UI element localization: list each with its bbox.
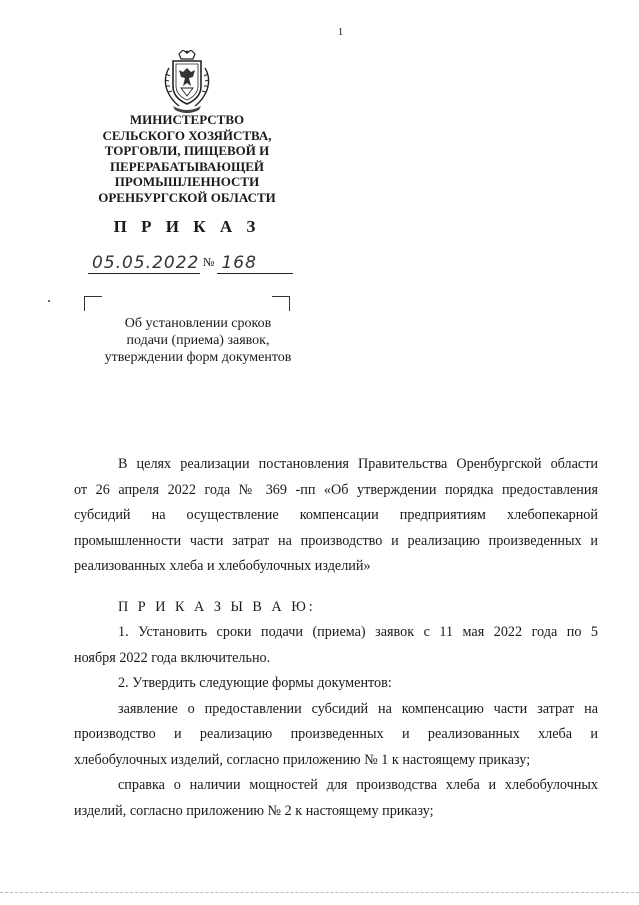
order-title: П Р И К А З: [113, 217, 261, 236]
ministry-line: СЕЛЬСКОГО ХОЗЯЙСТВА,: [102, 127, 272, 143]
order-body: [74, 452, 598, 824]
text-line: субсидий на осуществление компенсации предприятиям хлебопекарной: [74, 507, 598, 523]
text-line: справка о наличии мощностей для производства хлеба и хлебобулочных: [118, 777, 598, 793]
subject-bracket-left: [84, 296, 102, 311]
number-sign: №: [203, 255, 215, 269]
form-1-paragraph: [74, 697, 598, 774]
text-line: изделий, согласно приложению № 2 к настоящему приказу;: [74, 802, 434, 819]
order-date-number: [88, 252, 293, 274]
ministry-line: ПЕРЕРАБАТЫВАЮЩЕЙ: [109, 158, 265, 174]
text-line: от 26 апреля 2022 года № 369 -пп «Об утверждении порядка предоставления: [74, 481, 598, 498]
ministry-line: МИНИСТЕРСТВО: [129, 112, 245, 127]
subject-line: утверждении форм документов: [104, 350, 292, 365]
text-line: хлебобулочных изделий, согласно приложению № 1 к настоящему приказу;: [74, 751, 531, 768]
text-line: ноября 2022 года включительно.: [74, 649, 271, 666]
oreburg-coat-of-arms-icon: [159, 50, 215, 114]
ministry-line: ТОРГОВЛИ, ПИЩЕВОЙ И: [104, 143, 270, 158]
text-line: 1. Установить сроки подачи (приема) заявок с 11 мая 2022 года по 5: [118, 624, 598, 640]
scan-edge-line: [0, 892, 639, 893]
item-2-paragraph: [74, 671, 598, 697]
order-date: 05.05.2022: [92, 253, 200, 273]
order-number: 168: [221, 253, 257, 273]
ministry-line: ПРОМЫШЛЕННОСТИ: [114, 174, 260, 189]
preamble-paragraph: [74, 452, 598, 580]
text-line: промышленности части затрат на производство и реализацию произведенных и: [74, 532, 598, 549]
text-line: заявление о предоставлении субсидий на компенсацию части затрат на: [118, 700, 598, 717]
order-subject: [68, 315, 328, 366]
order-verb: П Р И К А З Ы В А Ю:: [118, 598, 316, 615]
item-1-paragraph: [74, 620, 598, 671]
form-2-paragraph: [74, 773, 598, 824]
subject-bracket-right: [272, 296, 290, 311]
scan-dot: [48, 300, 50, 302]
subject-line: Об установлении сроков: [124, 316, 272, 331]
text-line: В целях реализации постановления Правительства Оренбургской области: [118, 456, 598, 472]
text-line: 2. Утвердить следующие формы документов:: [118, 675, 392, 691]
text-line: реализованных хлеба и хлебобулочных изделий»: [74, 558, 371, 574]
ministry-line: ОРЕНБУРГСКОЙ ОБЛАСТИ: [98, 189, 276, 205]
subject-line: подачи (приема) заявок,: [126, 333, 270, 348]
page-number: 1: [337, 26, 344, 38]
ministry-name: [72, 112, 302, 205]
text-line: производство и реализацию произведенных и реализованных хлеба и: [74, 726, 598, 742]
